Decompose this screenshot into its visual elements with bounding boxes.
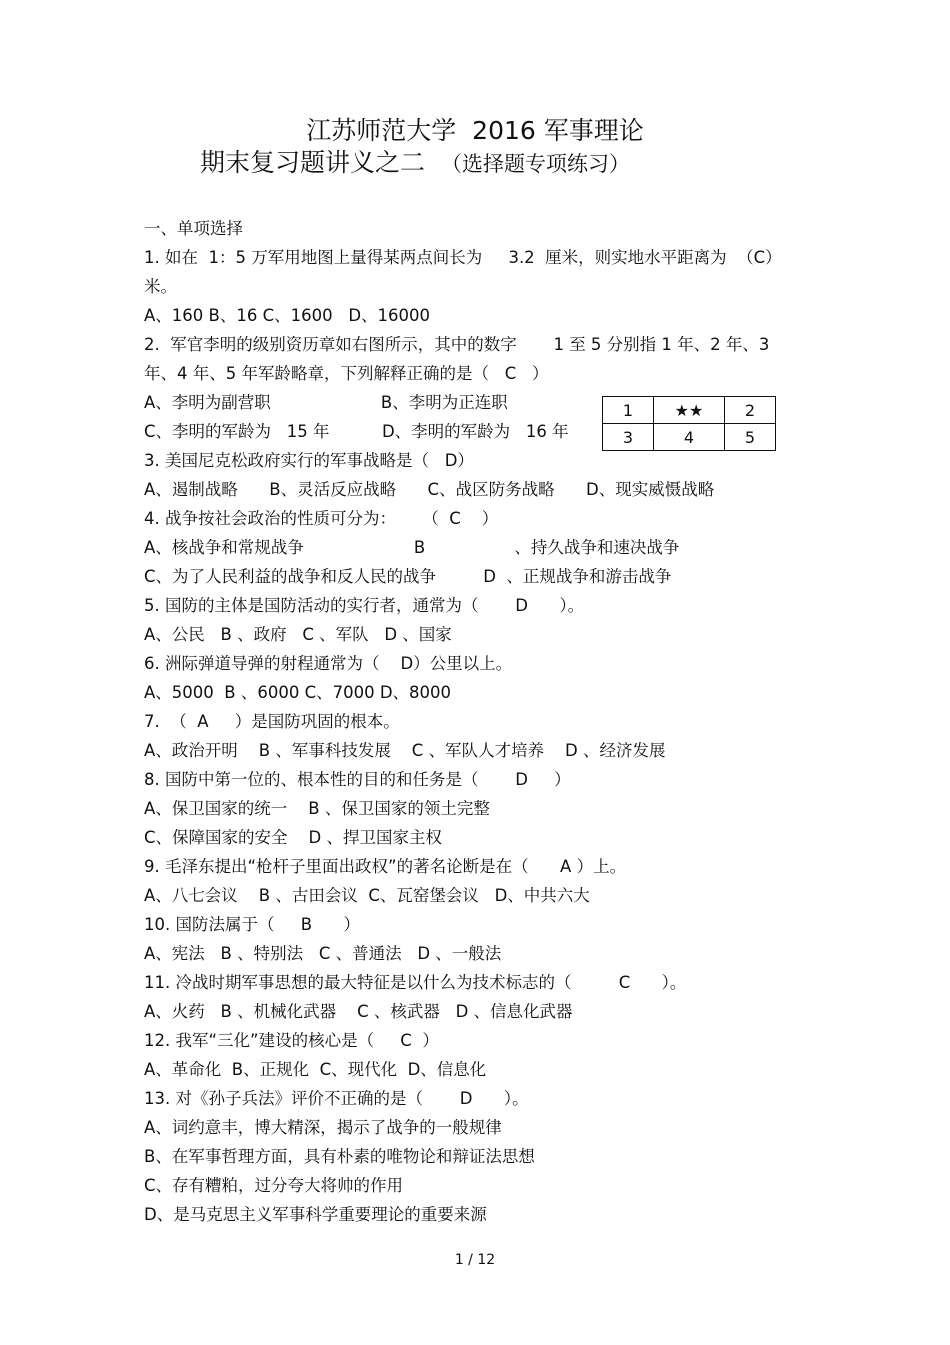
question-8: 8. 国防中第一位的、根本性的目的和任务是（ D ） <box>144 770 571 789</box>
option-13-a: A、词约意丰，博大精深，揭示了战争的一般规律 <box>144 1118 502 1137</box>
table-row <box>603 424 776 451</box>
table-cell: 3 <box>603 424 654 451</box>
question-2-cont: 年、4 年、5 年军龄略章，下列解释正确的是（ C ） <box>144 364 549 383</box>
options-5: A、公民 B 、政府 C 、军队 D 、国家 <box>144 625 452 644</box>
question-2: 2. 军官李明的级别资历章如右图所示，其中的数字 1 至 5 分别指 1 年、2 年、3 <box>144 335 770 354</box>
options-6: A、5000 B 、6000 C、7000 D、8000 <box>144 683 452 702</box>
option-13-b: B、在军事哲理方面，具有朴素的唯物论和辩证法思想 <box>144 1147 535 1166</box>
rank-insignia-table <box>602 396 776 451</box>
table-cell: 1 <box>603 397 654 424</box>
question-13: 13. 对《孙子兵法》评价不正确的是（ D ）。 <box>144 1089 529 1108</box>
question-3: 3. 美国尼克松政府实行的军事战略是（ D） <box>144 451 474 470</box>
options-1: A、160 B、16 C、1600 D、16000 <box>144 306 431 325</box>
subtitle-main: 期末复习题讲义之二 <box>200 148 441 177</box>
option-13-d: D、是马克思主义军事科学重要理论的重要来源 <box>144 1205 487 1224</box>
option-13-c: C、存有糟粕，过分夸大将帅的作用 <box>144 1176 404 1195</box>
question-11: 11. 冷战时期军事思想的最大特征是以什么为技术标志的（ C ）。 <box>144 973 687 992</box>
table-cell: 4 <box>654 424 725 451</box>
page-number: 1 / 12 <box>454 1252 496 1268</box>
options-8-ab: A、保卫国家的统一 B 、保卫国家的领土完整 <box>144 799 490 818</box>
star-cell: ★★ <box>654 397 725 424</box>
options-9: A、八七会议 B 、古田会议 C、瓦窑堡会议 D、中共六大 <box>144 886 590 905</box>
options-12: A、革命化 B、正规化 C、现代化 D、信息化 <box>144 1060 487 1079</box>
document-subtitle <box>0 146 890 181</box>
question-12: 12. 我军“三化”建设的核心是（ C ） <box>144 1031 439 1050</box>
question-4: 4. 战争按社会政治的性质可分为： （ C ） <box>144 509 499 528</box>
subtitle-note: （选择题专项练习） <box>440 152 630 176</box>
options-8-cd: C、保障国家的安全 D 、捍卫国家主权 <box>144 828 442 847</box>
question-1: 1. 如在 1：5 万军用地图上量得某两点间长为 3.2 厘米，则实地水平距离为 （C） <box>144 248 782 267</box>
question-5: 5. 国防的主体是国防活动的实行者，通常为（ D ）。 <box>144 596 585 615</box>
options-10: A、宪法 B 、特别法 C 、普通法 D 、一般法 <box>144 944 502 963</box>
question-list <box>144 214 824 1229</box>
table-cell: 2 <box>725 397 776 424</box>
options-4-ab: A、核战争和常规战争 B 、持久战争和速决战争 <box>144 538 680 557</box>
question-9: 9. 毛泽东提出“枪杆子里面出政权”的著名论断是在（ A ）上。 <box>144 857 627 876</box>
question-7: 7. （ A ）是国防巩固的根本。 <box>144 712 400 731</box>
options-3: A、遏制战略 B、灵活反应战略 C、战区防务战略 D、现实威慑战略 <box>144 480 715 499</box>
options-7: A、政治开明 B 、军事科技发展 C 、军队人才培养 D 、经济发展 <box>144 741 666 760</box>
table-cell: 5 <box>725 424 776 451</box>
options-2-ab: A、李明为副营职 B、李明为正连职 <box>144 393 508 412</box>
options-2-cd: C、李明的军龄为 15 年 D、李明的军龄为 16 年 <box>144 422 569 441</box>
question-1-cont: 米。 <box>144 277 177 296</box>
document-title: 江苏师范大学 2016 军事理论 <box>306 116 644 145</box>
question-6: 6. 洲际弹道导弹的射程通常为（ D）公里以上。 <box>144 654 513 673</box>
section-heading: 一、单项选择 <box>144 219 243 238</box>
options-4-cd: C、为了人民利益的战争和反人民的战争 D 、正规战争和游击战争 <box>144 567 672 586</box>
question-10: 10. 国防法属于（ B ） <box>144 915 360 934</box>
options-11: A、火药 B 、机械化武器 C 、核武器 D 、信息化武器 <box>144 1002 573 1021</box>
table-row <box>603 397 776 424</box>
